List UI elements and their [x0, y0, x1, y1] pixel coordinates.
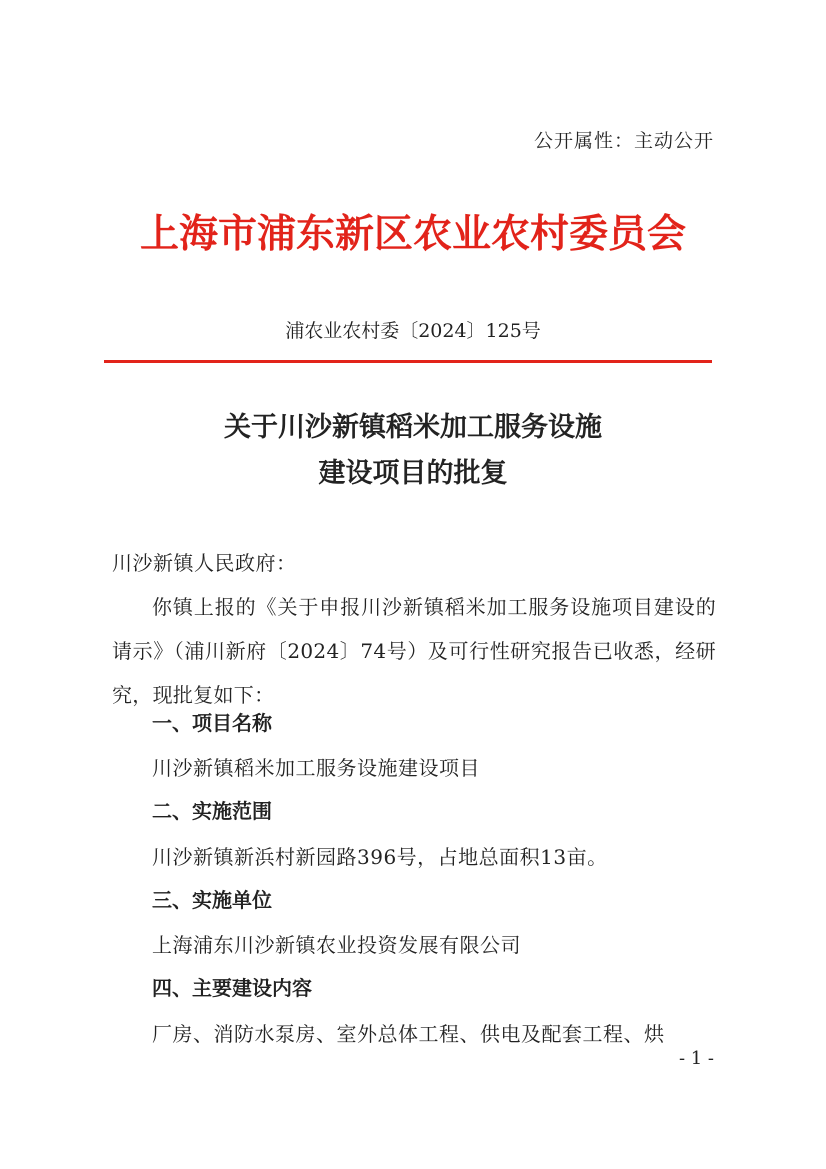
section-content: 川沙新镇新浜村新园路396号，占地总面积13亩。: [152, 845, 608, 869]
salutation: 川沙新镇人民政府：: [112, 551, 297, 575]
document-title: [105, 405, 721, 497]
page-number: - 1 -: [678, 1048, 714, 1069]
disclosure-attribute: 公开属性：主动公开: [533, 130, 714, 152]
section-content: 上海浦东川沙新镇农业投资发展有限公司: [152, 933, 521, 957]
section-heading: 四、主要建设内容: [152, 976, 312, 1000]
section-heading: 三、实施单位: [152, 888, 272, 912]
intro-paragraph: 你镇上报的《关于申报川沙新镇稻米加工服务设施项目建设的请示》（浦川新府〔2024〕74号）及可行性研究报告已收悉，经研究，现批复如下：: [112, 595, 716, 707]
section-content: 川沙新镇稻米加工服务设施建设项目: [152, 756, 480, 780]
section-content: 厂房、消防水泵房、室外总体工程、供电及配套工程、烘: [152, 1022, 665, 1046]
issuing-organization: 上海市浦东新区农业农村委员会: [139, 212, 686, 257]
section-heading: 二、实施范围: [152, 799, 272, 823]
document-title-line-1: 关于川沙新镇稻米加工服务设施: [224, 412, 602, 443]
red-divider-line: [104, 360, 712, 363]
document-number: 浦农业农村委〔2024〕125号: [285, 320, 541, 342]
section-heading: 一、项目名称: [152, 711, 272, 735]
document-title-line-2: 建设项目的批复: [318, 458, 508, 489]
